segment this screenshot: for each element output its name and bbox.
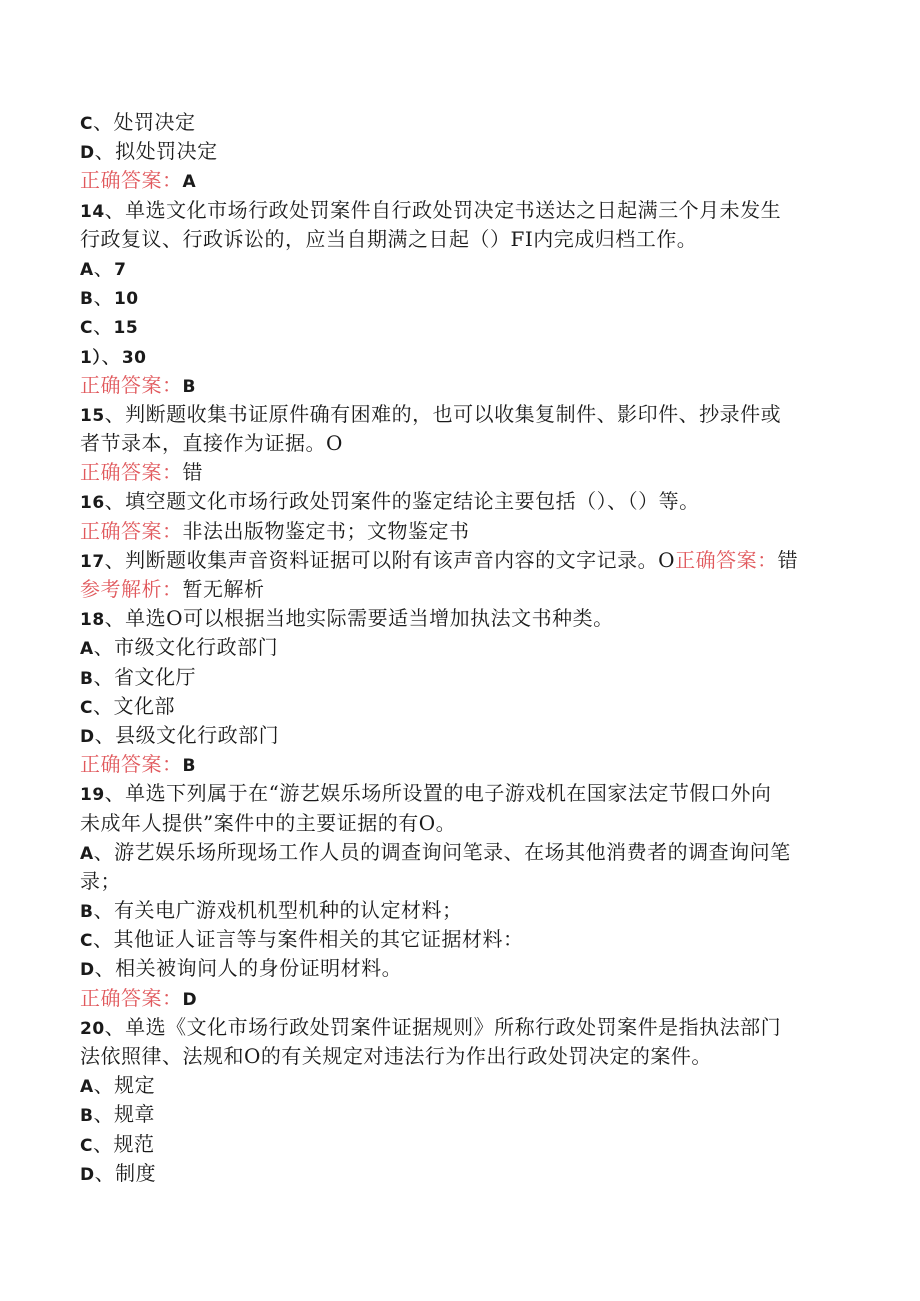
option-text: 处罚决定	[113, 110, 196, 134]
question-line	[80, 1013, 840, 1042]
answer-line	[80, 458, 840, 487]
separator: 、	[92, 110, 114, 134]
separator: 、	[104, 197, 126, 222]
option-letter: C	[80, 931, 93, 952]
option-text: 制度	[115, 1160, 157, 1185]
option-line	[80, 312, 840, 341]
option-line	[80, 925, 840, 954]
question-text-continued: 法依照律、法规和O的有关规定对违法行为作出行政处罚决定的案件。	[80, 1044, 712, 1068]
answer-line	[80, 166, 840, 195]
separator: 、	[93, 898, 114, 923]
answer-line	[80, 517, 840, 546]
option-line	[80, 1159, 840, 1188]
option-text: 7	[114, 259, 127, 280]
answer-label: 正确答案：	[80, 460, 183, 485]
text-line	[80, 429, 840, 458]
question-line	[80, 604, 840, 633]
separator: 、	[104, 489, 126, 514]
answer-value: 错	[182, 460, 203, 485]
option-letter: B	[80, 668, 94, 689]
option-letter: B	[80, 1106, 94, 1127]
separator: 、	[92, 1131, 114, 1156]
option-letter: A	[80, 1077, 94, 1098]
separator: 、	[94, 1160, 116, 1185]
option-text: 其他证人证言等与案件相关的其它证据材料：	[113, 927, 524, 952]
text-line	[80, 809, 840, 838]
answer-line	[80, 750, 840, 779]
document-page	[80, 108, 840, 1188]
option-line	[80, 1071, 840, 1100]
separator: 、	[101, 343, 122, 368]
text-line	[80, 225, 840, 254]
separator: 、	[93, 664, 114, 689]
answer-label: 正确答案：	[675, 547, 778, 572]
explanation-label: 参考解析：	[80, 577, 183, 601]
option-text: 15	[113, 318, 139, 339]
option-text: 县级文化行政部门	[115, 722, 280, 747]
question-number: 20	[80, 1018, 105, 1039]
question-number: 14	[80, 201, 105, 222]
answer-label: 正确答案：	[80, 372, 183, 397]
separator: 、	[94, 139, 116, 164]
option-line	[80, 283, 840, 312]
option-line	[80, 721, 840, 750]
explanation-value: 暂无解析	[182, 577, 265, 601]
option-text: 文化部	[113, 693, 175, 718]
answer-label: 正确答案：	[80, 518, 183, 543]
separator: 、	[104, 401, 126, 426]
separator: 、	[93, 1073, 115, 1098]
question-line	[80, 779, 840, 808]
question-number: 16	[80, 493, 105, 514]
answer-value: B	[182, 756, 196, 777]
separator: 、	[92, 927, 114, 952]
option-text: 规定	[114, 1073, 156, 1098]
question-number: 19	[80, 785, 105, 806]
option-text: 30	[121, 347, 147, 368]
question-number: 15	[80, 405, 105, 426]
option-letter: D	[80, 1164, 95, 1185]
question-text-continued: 行政复议、行政诉讼的，应当自期满之日起（）FI内完成归档工作。	[80, 226, 698, 251]
option-text-continued: 录；	[80, 868, 121, 893]
option-letter: B	[80, 289, 94, 310]
option-letter: B	[80, 902, 94, 923]
option-line	[80, 254, 840, 283]
answer-label: 正确答案：	[80, 985, 183, 1010]
question-line	[80, 546, 840, 575]
question-number: 18	[80, 610, 105, 631]
option-text: 游艺娱乐场所现场工作人员的调查询问笔录、在场其他消费者的调查询问笔	[114, 839, 791, 864]
option-letter: D	[80, 960, 95, 981]
separator: 、	[93, 1102, 114, 1127]
question-text-continued: 未成年人提供”案件中的主要证据的有O。	[80, 810, 457, 835]
option-line	[80, 954, 840, 983]
option-line	[80, 663, 840, 692]
option-letter: 1）	[80, 347, 102, 368]
option-letter: A	[80, 259, 94, 280]
option-line	[80, 137, 840, 166]
option-letter: C	[80, 114, 93, 134]
option-line	[80, 896, 840, 925]
question-line	[80, 196, 840, 225]
answer-value: 非法出版物鉴定书；文物鉴定书	[182, 518, 470, 543]
question-text: 单选下列属于在“游艺娱乐场所设置的电子游戏机在国家法定节假口外向	[125, 781, 772, 806]
option-text: 规章	[113, 1102, 155, 1127]
answer-value: B	[182, 376, 196, 397]
option-letter: D	[80, 143, 95, 164]
separator: 、	[94, 956, 116, 981]
separator: 、	[104, 547, 126, 572]
text-line	[80, 1042, 840, 1071]
option-line	[80, 633, 840, 662]
question-text-continued: 者节录本，直接作为证据。O	[80, 431, 343, 456]
option-letter: D	[80, 726, 95, 747]
separator: 、	[104, 781, 126, 806]
option-letter: A	[80, 843, 94, 864]
text-line	[80, 867, 840, 896]
answer-line	[80, 371, 840, 400]
question-text: 单选《文化市场行政处罚案件证据规则》所称行政处罚案件是指执法部门	[125, 1014, 782, 1039]
option-text: 有关电广游戏机机型机种的认定材料；	[113, 898, 463, 923]
question-line	[80, 487, 840, 516]
question-text: 判断题收集声音资料证据可以附有该声音内容的文字记录。O	[125, 547, 676, 572]
option-letter: A	[80, 639, 94, 660]
option-line	[80, 108, 840, 137]
answer-line	[80, 984, 840, 1013]
separator: 、	[92, 314, 114, 339]
question-text: 单选O可以根据当地实际需要适当增加执法文书种类。	[125, 606, 614, 631]
option-text: 拟处罚决定	[115, 139, 218, 164]
option-letter: C	[80, 697, 93, 718]
option-text: 市级文化行政部门	[114, 635, 279, 660]
option-text: 省文化厅	[113, 664, 196, 689]
option-letter: C	[80, 318, 93, 339]
separator: 、	[92, 693, 114, 718]
option-line	[80, 1130, 840, 1159]
answer-value: A	[182, 172, 197, 193]
option-text: 规范	[113, 1131, 155, 1156]
option-line	[80, 838, 840, 867]
separator: 、	[93, 255, 115, 280]
answer-label: 正确答案：	[80, 168, 183, 193]
separator: 、	[93, 839, 115, 864]
question-text: 判断题收集书证原件确有困难的，也可以收集复制件、影印件、抄录件或	[125, 401, 782, 426]
option-text: 10	[113, 289, 139, 310]
option-line	[80, 342, 840, 371]
answer-value: D	[182, 989, 198, 1010]
explanation-line	[80, 575, 840, 604]
separator: 、	[93, 635, 115, 660]
separator: 、	[94, 722, 116, 747]
question-text: 填空题文化市场行政处罚案件的鉴定结论主要包括（）、（）等。	[125, 489, 700, 514]
separator: 、	[104, 606, 126, 631]
question-line	[80, 400, 840, 429]
option-letter: C	[80, 1135, 93, 1156]
answer-label: 正确答案：	[80, 752, 183, 777]
answer-value: 错	[777, 547, 799, 572]
separator: 、	[104, 1014, 126, 1039]
option-line	[80, 1100, 840, 1129]
option-line	[80, 692, 840, 721]
question-text: 单选文化市场行政处罚案件自行政处罚决定书送达之日起满三个月未发生	[125, 197, 782, 222]
option-text: 相关被询问人的身份证明材料。	[115, 956, 403, 981]
separator: 、	[93, 285, 114, 310]
question-number: 17	[80, 551, 105, 572]
